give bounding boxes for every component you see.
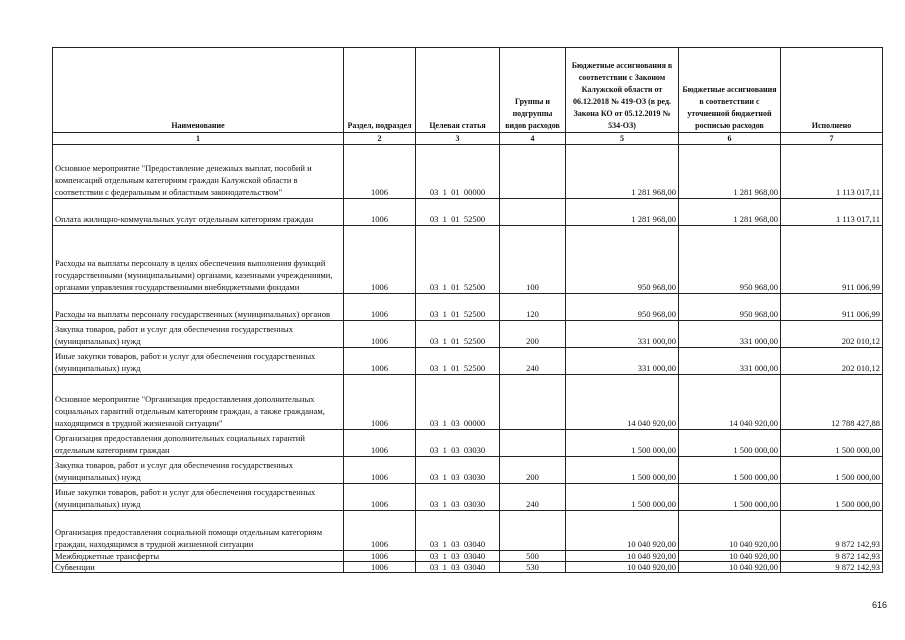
row-budget-revised: 10 040 920,00 (679, 511, 781, 551)
table-row (53, 484, 883, 511)
row-budget-law: 950 968,00 (566, 294, 679, 321)
row-budget-revised: 10 040 920,00 (679, 562, 781, 573)
row-budget-law: 1 500 000,00 (566, 430, 679, 457)
table-body (53, 145, 883, 573)
row-budget-revised: 1 281 968,00 (679, 199, 781, 226)
row-target-article: 03 1 01 52500 (416, 294, 500, 321)
row-target-article: 03 1 03 03040 (416, 551, 500, 562)
column-number: 3 (416, 133, 500, 145)
column-number: 6 (679, 133, 781, 145)
row-expense-group (500, 199, 566, 226)
column-number-row (53, 133, 883, 145)
row-budget-revised: 14 040 920,00 (679, 375, 781, 430)
row-name: Оплата жилищно-коммунальных услуг отдельным категориям граждан (53, 199, 344, 226)
row-executed: 1 113 017,11 (781, 199, 883, 226)
row-expense-group: 200 (500, 457, 566, 484)
row-section: 1006 (344, 294, 416, 321)
row-budget-law: 10 040 920,00 (566, 511, 679, 551)
row-target-article: 03 1 01 52500 (416, 226, 500, 294)
row-budget-law: 331 000,00 (566, 321, 679, 348)
row-executed: 911 006,99 (781, 226, 883, 294)
header-budget-law: Бюджетные ассигнования в соответствии с Законом Калужской области от 06.12.2018 № 419-ОЗ (в ред. Закона КО от 05.12.2019 № 534-ОЗ) (566, 48, 679, 133)
column-number: 7 (781, 133, 883, 145)
header-group: Группы и подгруппы видов расходов (500, 48, 566, 133)
row-budget-law: 1 500 000,00 (566, 484, 679, 511)
header-budget-revised: Бюджетные ассигнования в соответствии с уточненной бюджетной росписью расходов (679, 48, 781, 133)
table-row (53, 348, 883, 375)
row-executed: 202 010,12 (781, 321, 883, 348)
row-name: Субвенции (53, 562, 344, 573)
row-budget-revised: 950 968,00 (679, 294, 781, 321)
column-number: 1 (53, 133, 344, 145)
header-article: Целевая статья (416, 48, 500, 133)
row-budget-revised: 1 500 000,00 (679, 484, 781, 511)
row-name: Организация предоставления дополнительных социальных гарантий отдельным категориям граждан (53, 430, 344, 457)
row-target-article: 03 1 01 52500 (416, 321, 500, 348)
row-expense-group: 500 (500, 551, 566, 562)
row-budget-law: 1 500 000,00 (566, 457, 679, 484)
row-expense-group: 240 (500, 484, 566, 511)
row-target-article: 03 1 01 52500 (416, 348, 500, 375)
header-section: Раздел, подраздел (344, 48, 416, 133)
row-target-article: 03 1 03 03040 (416, 511, 500, 551)
row-section: 1006 (344, 145, 416, 199)
table-row (53, 562, 883, 573)
row-section: 1006 (344, 375, 416, 430)
row-budget-law: 950 968,00 (566, 226, 679, 294)
header-row (53, 48, 883, 133)
row-executed: 1 500 000,00 (781, 484, 883, 511)
table-row (53, 199, 883, 226)
row-name: Иные закупки товаров, работ и услуг для обеспечения государственных (муниципальных) нужд (53, 348, 344, 375)
row-name: Основное мероприятие "Организация предоставления дополнительных социальных гарантий отдельным категориям граждан, а также гражданам, находящимся в трудной жизненной ситуации" (53, 375, 344, 430)
row-expense-group (500, 511, 566, 551)
row-expense-group: 120 (500, 294, 566, 321)
row-budget-revised: 1 281 968,00 (679, 145, 781, 199)
table-row (53, 145, 883, 199)
row-executed: 202 010,12 (781, 348, 883, 375)
row-budget-law: 10 040 920,00 (566, 562, 679, 573)
row-budget-law: 14 040 920,00 (566, 375, 679, 430)
row-budget-law: 1 281 968,00 (566, 199, 679, 226)
row-budget-revised: 331 000,00 (679, 321, 781, 348)
row-executed: 1 113 017,11 (781, 145, 883, 199)
row-section: 1006 (344, 484, 416, 511)
row-name: Организация предоставления социальной помощи отдельным категориям граждан, находящимся в трудной жизненной ситуации (53, 511, 344, 551)
row-executed: 1 500 000,00 (781, 457, 883, 484)
row-section: 1006 (344, 562, 416, 573)
row-section: 1006 (344, 348, 416, 375)
header-name: Наименование (53, 48, 344, 133)
row-executed: 9 872 142,93 (781, 551, 883, 562)
row-section: 1006 (344, 199, 416, 226)
row-target-article: 03 1 03 00000 (416, 375, 500, 430)
row-section: 1006 (344, 430, 416, 457)
page-number: 616 (872, 600, 888, 610)
row-executed: 911 006,99 (781, 294, 883, 321)
row-budget-revised: 1 500 000,00 (679, 430, 781, 457)
row-budget-law: 331 000,00 (566, 348, 679, 375)
row-budget-law: 1 281 968,00 (566, 145, 679, 199)
row-expense-group (500, 375, 566, 430)
row-target-article: 03 1 03 03040 (416, 562, 500, 573)
row-executed: 9 872 142,93 (781, 562, 883, 573)
row-name: Межбюджетные трансферты (53, 551, 344, 562)
table-row (53, 294, 883, 321)
row-section: 1006 (344, 511, 416, 551)
row-name: Закупка товаров, работ и услуг для обеспечения государственных (муниципальных) нужд (53, 457, 344, 484)
row-target-article: 03 1 01 52500 (416, 199, 500, 226)
table-row (53, 511, 883, 551)
row-section: 1006 (344, 321, 416, 348)
table-row (53, 226, 883, 294)
budget-execution-table (52, 47, 883, 573)
column-number: 4 (500, 133, 566, 145)
row-target-article: 03 1 03 03030 (416, 430, 500, 457)
row-target-article: 03 1 01 00000 (416, 145, 500, 199)
row-expense-group: 530 (500, 562, 566, 573)
row-budget-revised: 950 968,00 (679, 226, 781, 294)
row-name: Основное мероприятие "Предоставление денежных выплат, пособий и компенсаций отдельным категориям граждан Калужской области в соответствии с федеральным и областным законодательством" (53, 145, 344, 199)
row-section: 1006 (344, 457, 416, 484)
table-row (53, 321, 883, 348)
table-row (53, 430, 883, 457)
row-target-article: 03 1 03 03030 (416, 457, 500, 484)
table-row (53, 457, 883, 484)
column-number: 5 (566, 133, 679, 145)
row-name: Расходы на выплаты персоналу в целях обеспечения выполнения функций государственными (муниципальными) органами, казенными учреждениями, органами управления государственными внебюджетными фондами (53, 226, 344, 294)
row-expense-group: 100 (500, 226, 566, 294)
row-budget-law: 10 040 920,00 (566, 551, 679, 562)
row-executed: 12 788 427,88 (781, 375, 883, 430)
header-executed: Исполнено (781, 48, 883, 133)
row-name: Расходы на выплаты персоналу государственных (муниципальных) органов (53, 294, 344, 321)
row-executed: 9 872 142,93 (781, 511, 883, 551)
row-target-article: 03 1 03 03030 (416, 484, 500, 511)
row-budget-revised: 331 000,00 (679, 348, 781, 375)
table-row (53, 551, 883, 562)
row-budget-revised: 10 040 920,00 (679, 551, 781, 562)
row-expense-group: 240 (500, 348, 566, 375)
row-expense-group (500, 430, 566, 457)
table-row (53, 375, 883, 430)
row-name: Иные закупки товаров, работ и услуг для обеспечения государственных (муниципальных) нужд (53, 484, 344, 511)
row-budget-revised: 1 500 000,00 (679, 457, 781, 484)
row-expense-group: 200 (500, 321, 566, 348)
column-number: 2 (344, 133, 416, 145)
row-section: 1006 (344, 226, 416, 294)
row-executed: 1 500 000,00 (781, 430, 883, 457)
row-expense-group (500, 145, 566, 199)
row-name: Закупка товаров, работ и услуг для обеспечения государственных (муниципальных) нужд (53, 321, 344, 348)
row-section: 1006 (344, 551, 416, 562)
